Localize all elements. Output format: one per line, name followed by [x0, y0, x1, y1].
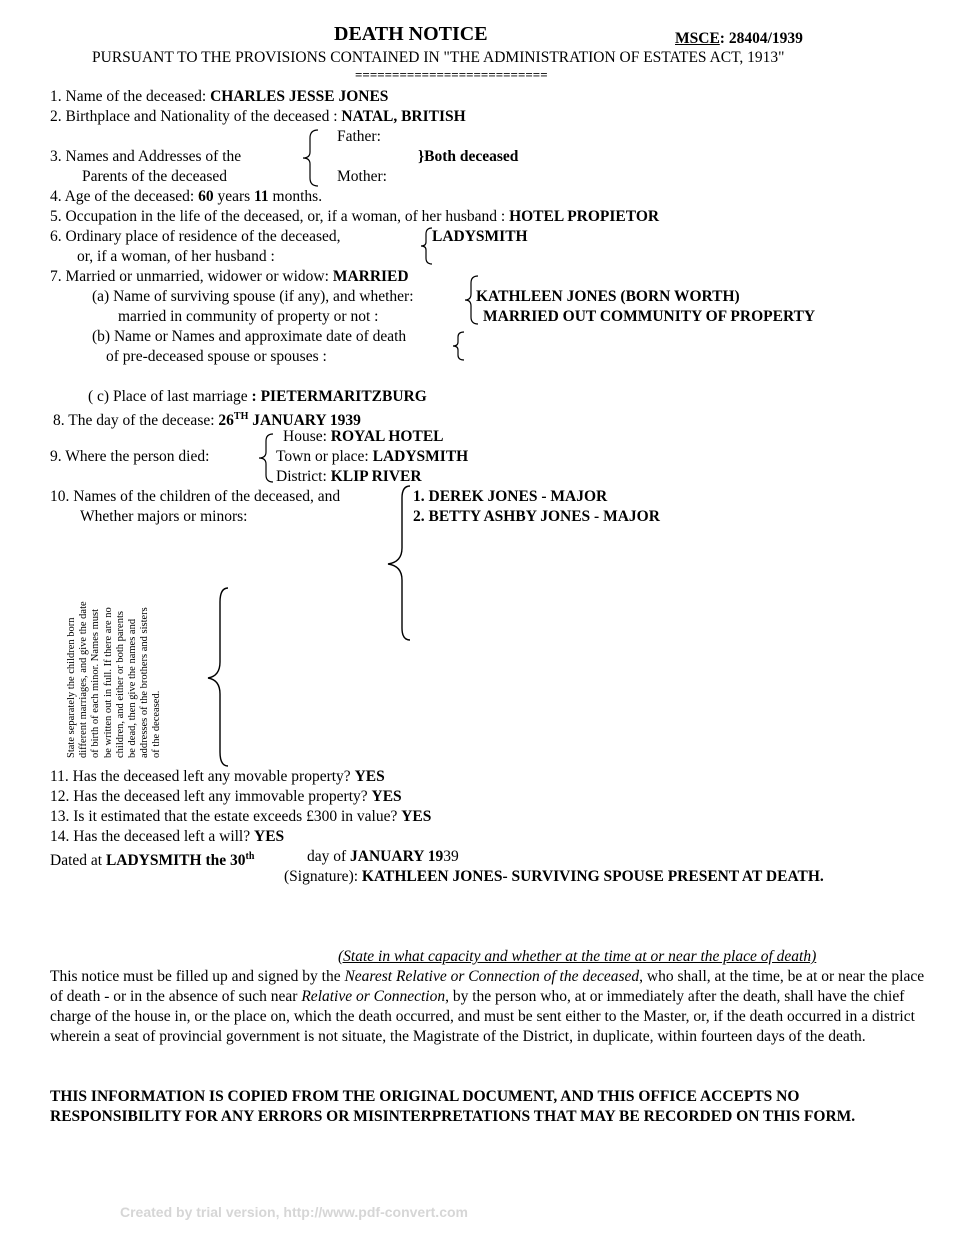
item-10-label-line2: Whether majors or minors: [80, 508, 248, 525]
item-7b-label-line2: of pre-deceased spouse or spouses : [106, 348, 327, 365]
item-7a-label-line1: (a) Name of surviving spouse (if any), and whether: [92, 288, 414, 305]
signature-value: KATHLEEN JONES- SURVIVING SPOUSE PRESENT AT DEATH. [361, 868, 824, 885]
child-2: 2. BETTY ASHBY JONES - MAJOR [413, 508, 660, 525]
child-1: 1. DEREK JONES - MAJOR [413, 488, 608, 505]
item-4: 4. Age of the deceased: 60 years 11 months. [50, 188, 323, 205]
document-subtitle: PURSUANT TO THE PROVISIONS CONTAINED IN "THE ADMINISTRATION OF ESTATES ACT, 1913" [92, 49, 785, 66]
dated-day: 30 [229, 852, 246, 870]
decease-day-suffix: TH [233, 411, 249, 422]
item-1 [50, 88, 388, 106]
death-house: House: ROYAL HOTEL [283, 428, 444, 445]
document-title: DEATH NOTICE [334, 23, 488, 45]
item-12-value: YES [371, 788, 402, 805]
header-rule: ========================== [355, 67, 548, 82]
item-6-label-line1: 6. Ordinary place of residence of the deceased, [50, 228, 341, 245]
death-town-value: LADYSMITH [372, 448, 469, 465]
item-5 [50, 208, 659, 226]
predeceased-brace-icon [450, 330, 466, 362]
item-5-label: 5. Occupation in the life of the deceased, or, if a woman, of her husband : [50, 208, 510, 225]
item-13: 13. Is it estimated that the estate exceeds £300 in value? YES [50, 808, 432, 825]
item-13-value: YES [401, 808, 432, 825]
dated-line: Dated at LADYSMITH the 30th [50, 851, 255, 870]
instructions-paragraph: This notice must be filled up and signed by the Nearest Relative or Connection of the deceased, who shall, at the time, be at or near the place of death - or in the absence of such near Relative or Connection, by the person who, at or immediately after the death, shall have the chief charge of the house in, or the place on, which the death occurred, and must be sent either to the Master, or, if the death occurred in a district wherein a seat of provincial government is not situate, the Magistrate of the District, in duplicate, within fourteen days of the death. [50, 968, 925, 1045]
item-2-value: NATAL, BRITISH [341, 108, 466, 125]
children-brace-icon [384, 484, 414, 642]
marriage-place: : PIETERMARITZBURG [251, 388, 427, 405]
children-instructions-note: State separately the children born different marriages, and give the date of birth of each minor. Names must be written out in full. If there are no children, and either or both parents be dead, then give the names and addresses of the brothers and sisters of the deceased. [66, 601, 163, 758]
item-3-label-line1: 3. Names and Addresses of the [50, 148, 242, 165]
parents-brace-icon [300, 128, 322, 188]
item-6-label-line2: or, if a woman, of her husband : [77, 248, 275, 265]
father-label: Father: [337, 128, 381, 145]
item-7-value: MARRIED [332, 268, 409, 285]
item-10-label-line1: 10. Names of the children of the deceased, and [50, 488, 341, 505]
item-14: 14. Has the deceased left a will? YES [50, 828, 285, 845]
capacity-note: (State in what capacity and whether at the time at or near the place of death) [338, 948, 817, 965]
watermark: Created by trial version, http://www.pdf-convert.com [120, 1204, 468, 1220]
death-house-value: ROYAL HOTEL [330, 428, 444, 445]
msce-value: : 28404/1939 [719, 30, 803, 47]
item-14-value: YES [254, 828, 285, 845]
item-7a-label-line2: married in community of property or not : [118, 308, 379, 325]
item-2 [50, 108, 466, 126]
item-7 [50, 268, 409, 286]
item-11-value: YES [354, 768, 385, 785]
msce-reference [675, 30, 803, 48]
msce-label: MSCE [675, 30, 720, 47]
item-11: 11. Has the deceased left any movable property? YES [50, 768, 385, 785]
side-note-brace-icon [204, 586, 232, 768]
item-5-value: HOTEL PROPIETOR [509, 208, 660, 225]
death-town: Town or place: LADYSMITH [276, 448, 469, 465]
mother-label: Mother: [337, 168, 387, 185]
death-district-value: KLIP RIVER [330, 468, 422, 485]
spouse-property-status: MARRIED OUT COMMUNITY OF PROPERTY [483, 308, 816, 325]
item-8-label: 8. The day of the decease: [53, 412, 219, 430]
item-7c-label: ( c) Place of last marriage [88, 388, 252, 405]
item-1-value: CHARLES JESSE JONES [210, 88, 389, 105]
item-7b-label-line1: (b) Name or Names and approximate date of death [92, 328, 407, 345]
disclaimer: THIS INFORMATION IS COPIED FROM THE ORIGINAL DOCUMENT, AND THIS OFFICE ACCEPTS NO RESPONSIBILITY FOR ANY ERRORS OR MISINTERPRETATIONS THAT MAY BE RECORDED ON THIS FORM. [50, 1088, 856, 1125]
age-months: 11 [254, 188, 269, 205]
parents-status: }Both deceased [418, 148, 519, 165]
item-2-label: 2. Birthplace and Nationality of the deceased : [50, 108, 342, 125]
item-1-label: 1. Name of the deceased: [50, 88, 211, 105]
decease-month-year: JANUARY 1939 [248, 412, 361, 430]
signature-line [284, 868, 824, 886]
dated-month: day of JANUARY 1939 [307, 848, 459, 865]
spouse-name: KATHLEEN JONES (BORN WORTH) [476, 288, 740, 305]
item-4-label: 4. Age of the deceased: [50, 188, 199, 205]
residence-value: LADYSMITH [432, 228, 528, 245]
item-7c [88, 388, 427, 406]
signature-label: (Signature): [284, 868, 362, 885]
item-8 [53, 408, 361, 430]
item-3-label-line2: Parents of the deceased [82, 168, 228, 185]
item-7-label: 7. Married or unmarried, widower or widow: [50, 268, 333, 285]
item-9-label: 9. Where the person died: [50, 448, 210, 465]
dated-place: LADYSMITH [105, 852, 202, 870]
decease-day: 26 [218, 412, 234, 430]
age-years: 60 [198, 188, 214, 205]
place-of-death-brace-icon [256, 432, 276, 484]
death-district: District: KLIP RIVER [276, 468, 422, 485]
item-12: 12. Has the deceased left any immovable property? YES [50, 788, 402, 805]
